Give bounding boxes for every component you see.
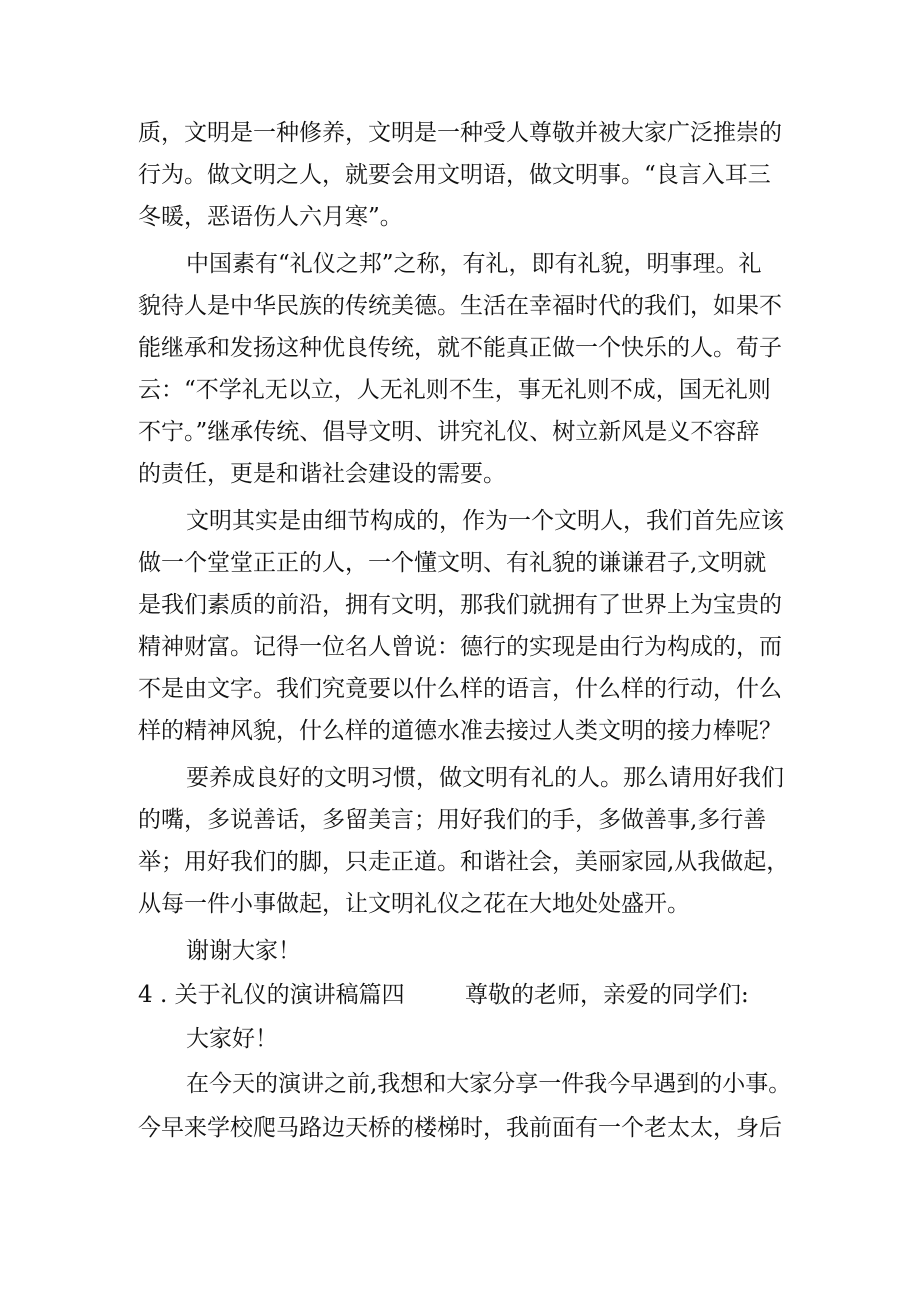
- text-line: 的责任，更是和谐社会建设的需要。: [138, 461, 506, 487]
- text-line: 质，文明是一种修养，文明是一种受人尊敬并被大家广泛推崇的: [138, 120, 782, 146]
- text-line: 精神财富。记得一位名人曾说：德行的实现是由行为构成的，而: [138, 634, 782, 660]
- text-line: 是我们素质的前沿，拥有文明，那我们就拥有了世界上为宝贵的: [138, 592, 782, 618]
- greeting-line: 大家好！: [186, 1026, 278, 1052]
- section-heading: [138, 980, 749, 1010]
- text-line: 今早来学校爬马路边天桥的楼梯时，我前面有一个老太太，身后: [138, 1115, 782, 1141]
- paragraph-start-line: 在今天的演讲之前,我想和大家分享一件我今早遇到的小事。: [186, 1071, 792, 1097]
- text-line: 做一个堂堂正正的人，一个懂文明、有礼貌的谦谦君子,文明就: [138, 550, 767, 576]
- text-line: 云：“不学礼无以立，人无礼则不生，事无礼则不成，国无礼则: [138, 377, 771, 403]
- paragraph-start-line: 要养成良好的文明习惯，做文明有礼的人。那么请用好我们: [186, 765, 784, 791]
- text-line: 的嘴，多说善话，多留美言；用好我们的手，多做善事,多行善: [138, 807, 767, 833]
- text-line: 不宁。”继承传统、倡导文明、讲究礼仪、树立新风是义不容辞: [138, 419, 760, 445]
- text-line: 不是由文字。我们究竟要以什么样的语言，什么样的行动，什么: [138, 676, 782, 702]
- text-line: 举；用好我们的脚，只走正道。和谐社会，美丽家园,从我做起，: [138, 849, 790, 875]
- text-line: 行为。做文明之人，就要会用文明语，做文明事。“良言入耳三: [138, 162, 771, 188]
- section-title: 4 . 关于礼仪的演讲稿篇四: [138, 982, 405, 1008]
- paragraph-start-line: 文明其实是由细节构成的，作为一个文明人，我们首先应该: [186, 508, 784, 534]
- text-line: 从每一件小事做起，让文明礼仪之花在大地处处盛开。: [138, 891, 690, 917]
- text-line: 貌待人是中华民族的传统美德。生活在幸福时代的我们，如果不: [138, 293, 782, 319]
- paragraph-start-line: 中国素有“礼仪之邦”之称，有礼，即有礼貌，明事理。礼: [186, 251, 762, 277]
- text-line: 样的精神风貌，什么样的道德水准去接过人类文明的接力棒呢？: [138, 718, 782, 744]
- text-line: 冬暖，恶语伤人六月寒”。: [138, 204, 403, 230]
- closing-line: 谢谢大家！: [186, 938, 301, 964]
- text-line: 能继承和发扬这种优良传统，就不能真正做一个快乐的人。荀子: [138, 335, 782, 361]
- salutation: 尊敬的老师，亲爱的同学们:: [465, 982, 749, 1008]
